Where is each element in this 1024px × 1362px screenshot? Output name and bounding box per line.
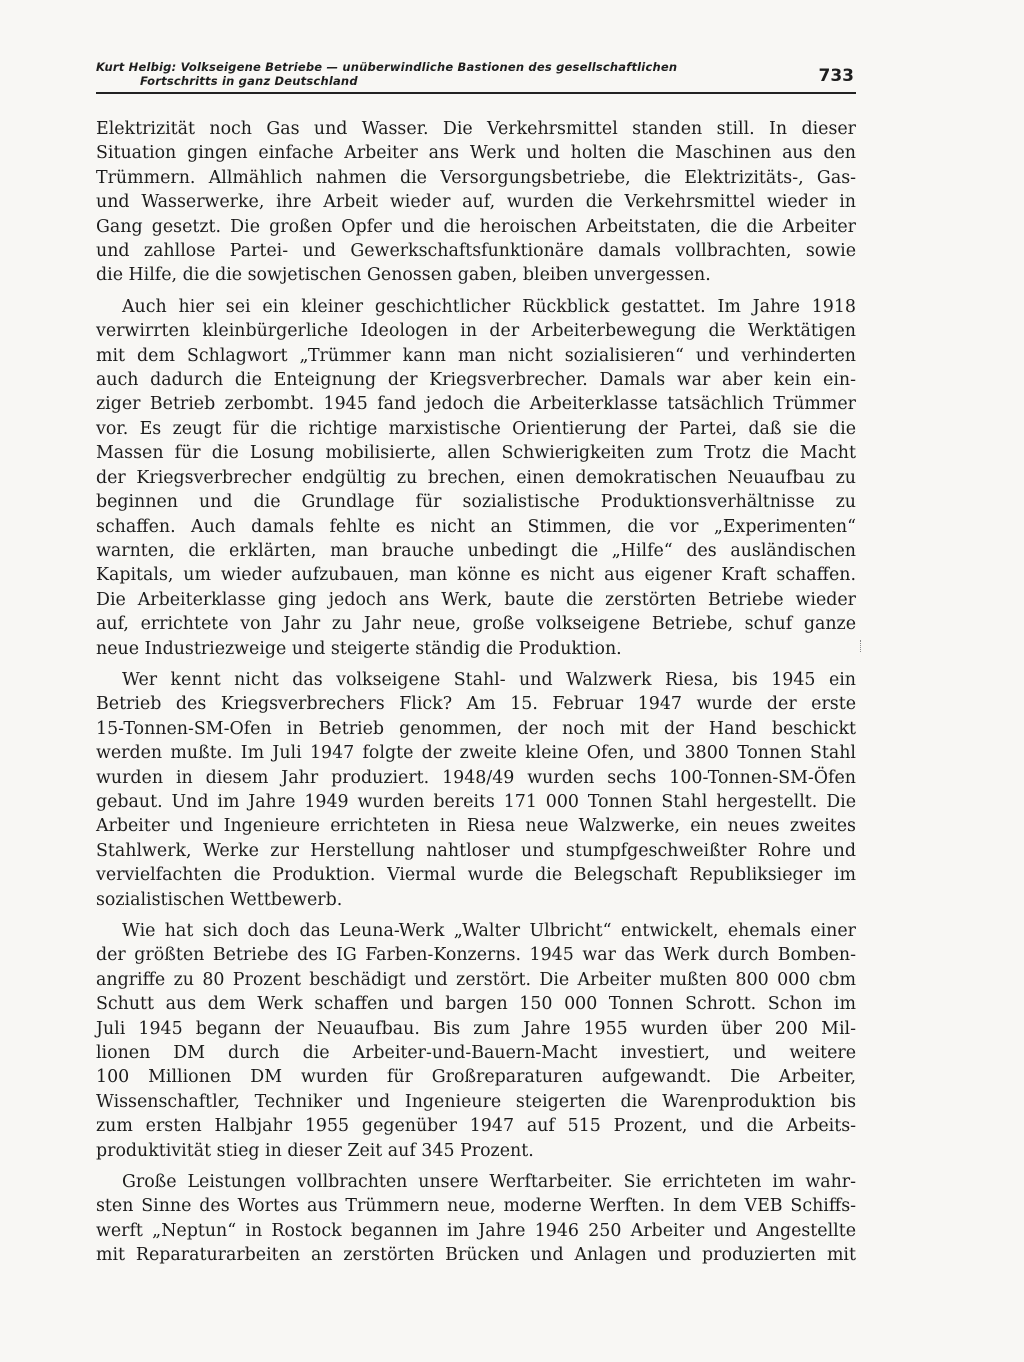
paragraph: [96, 117, 856, 288]
text-line: Situation gingen einfache Arbeiter ans Werk und holten die Maschinen aus den: [96, 143, 856, 164]
text-line: sozialistischen Wettbewerb.: [96, 889, 343, 910]
text-line: Stahlwerk, Werke zur Herstellung nahtloser und stumpfgeschweißter Rohre und: [96, 840, 856, 861]
text-line: Elektrizität noch Gas und Wasser. Die Verkehrsmittel standen still. In dieser: [96, 119, 856, 139]
text-line: wurden in diesem Jahr produziert. 1948/49 wurden sechs 100-Tonnen-SM-Öfen: [96, 767, 856, 788]
text-line: Juli 1945 begann der Neuaufbau. Bis zum Jahre 1955 wurden über 200 Mil-: [96, 1018, 856, 1039]
body-text: [96, 117, 856, 1275]
text-line: warnten, die erklärten, man brauche unbedingt die „Hilfe“ des ausländischen: [96, 540, 856, 561]
text-line: beginnen und die Grundlage für sozialistische Produktionsverhältnisse zu: [96, 492, 856, 513]
margin-mark: [860, 640, 863, 652]
text-line: ziger Betrieb zerbombt. 1945 fand jedoch die Arbeiterklasse tatsächlich Trümmer: [96, 394, 856, 415]
text-line: vor. Es zeugt für die richtige marxistische Orientierung der Partei, daß sie die: [96, 418, 856, 439]
text-line: Wie hat sich doch das Leuna-Werk „Walter Ulbricht“ entwickelt, ehemals einer: [122, 921, 856, 941]
text-line: und zahllose Partei- und Gewerkschaftsfunktionäre damals vollbrachten, sowie: [96, 241, 856, 262]
text-line: Wer kennt nicht das volkseigene Stahl- und Walzwerk Riesa, bis 1945 ein: [122, 669, 856, 690]
text-line: schaffen. Auch damals fehlte es nicht an Stimmen, die vor „Experimenten“: [96, 516, 856, 537]
text-line: auch dadurch die Enteignung der Kriegsverbrecher. Damals war aber kein ein-: [96, 370, 856, 391]
text-line: vervielfachten die Produktion. Viermal wurde die Belegschaft Republiksieger im: [96, 865, 856, 886]
text-line: verwirrten kleinbürgerliche Ideologen in der Arbeiterbewegung die Werktätigen: [96, 321, 856, 342]
text-line: 100 Millionen DM wurden für Großreparaturen aufgewandt. Die Arbeiter,: [96, 1067, 856, 1088]
paragraph: [96, 668, 856, 912]
text-line: mit Reparaturarbeiten an zerstörten Brücken und Anlagen und produzierten mit: [96, 1245, 856, 1266]
text-line: Arbeiter und Ingenieure errichteten in Riesa neue Walzwerke, ein neues zweites: [96, 816, 856, 837]
paragraph: [96, 295, 856, 661]
text-line: angriffe zu 80 Prozent beschädigt und zerstört. Die Arbeiter mußten 800 000 cbm: [96, 969, 856, 990]
text-line: der größten Betriebe des IG Farben-Konzerns. 1945 war das Werk durch Bomben-: [96, 945, 856, 966]
text-line: Große Leistungen vollbrachten unsere Werftarbeiter. Sie errichteten im wahr-: [122, 1172, 856, 1193]
running-title-line-2: Fortschritts in ganz Deutschland: [140, 74, 358, 88]
text-line: der Kriegsverbrecher endgültig zu brechen, einen demokratischen Neuaufbau zu: [96, 467, 856, 488]
text-line: neue Industriezweige und steigerte ständig die Produktion.: [96, 638, 622, 659]
text-line: die Hilfe, die die sowjetischen Genossen gaben, bleiben unvergessen.: [96, 265, 711, 286]
running-title: [96, 60, 756, 88]
text-line: Betrieb des Kriegsverbrechers Flick? Am 15. Februar 1947 wurde der erste: [96, 694, 856, 715]
text-line: auf, errichtete von Jahr zu Jahr neue, große volkseigene Betriebe, schuf ganze: [96, 614, 856, 635]
text-line: 15-Tonnen-SM-Ofen in Betrieb genommen, der noch mit der Hand beschickt: [96, 718, 856, 739]
text-line: Wissenschaftler, Techniker und Ingenieure steigerten die Warenproduktion bis: [96, 1091, 856, 1112]
text-line: werden mußte. Im Juli 1947 folgte der zweite kleine Ofen, und 3800 Tonnen Stahl: [96, 743, 856, 764]
text-line: sten Sinne des Wortes aus Trümmern neue, moderne Werften. In dem VEB Schiffs-: [96, 1196, 856, 1217]
text-line: werft „Neptun“ in Rostock begannen im Jahre 1946 250 Arbeiter und Angestellte: [96, 1220, 856, 1241]
paragraph: [96, 919, 856, 1163]
text-line: gebaut. Und im Jahre 1949 wurden bereits 171 000 Tonnen Stahl hergestellt. Die: [96, 791, 856, 812]
text-line: lionen DM durch die Arbeiter-und-Bauern-Macht investiert, und weitere: [96, 1043, 856, 1064]
text-line: Trümmern. Allmählich nahmen die Versorgungsbetriebe, die Elektrizitäts-, Gas-: [96, 167, 856, 188]
text-line: Auch hier sei ein kleiner geschichtlicher Rückblick gestattet. Im Jahre 1918: [122, 296, 856, 317]
text-line: Schutt aus dem Werk schaffen und bargen 150 000 Tonnen Schrott. Schon im: [96, 994, 856, 1015]
page-number: 733: [818, 66, 854, 86]
text-line: Kapitals, um wieder aufzubauen, man könne es nicht aus eigener Kraft schaffen.: [96, 565, 856, 586]
running-title-line-1: Kurt Helbig: Volkseigene Betriebe — unüberwindliche Bastionen des gesellschaftlichen: [96, 60, 678, 74]
text-line: mit dem Schlagwort „Trümmer kann man nicht sozialisieren“ und verhinderten: [96, 345, 856, 366]
text-line: Massen für die Losung mobilisierte, allen Schwierigkeiten zum Trotz die Macht: [96, 443, 856, 464]
running-header: [96, 60, 856, 94]
text-line: produktivität stieg in dieser Zeit auf 345 Prozent.: [96, 1140, 534, 1161]
paragraph: [96, 1170, 856, 1268]
text-line: und Wasserwerke, ihre Arbeit wieder auf, wurden die Verkehrsmittel wieder in: [96, 192, 856, 213]
text-line: Gang gesetzt. Die großen Opfer und die heroischen Arbeitstaten, die die Arbeiter: [96, 216, 856, 237]
text-line: Die Arbeiterklasse ging jedoch ans Werk, baute die zerstörten Betriebe wieder: [96, 589, 856, 610]
text-line: zum ersten Halbjahr 1955 gegenüber 1947 auf 515 Prozent, und die Arbeits-: [96, 1116, 856, 1137]
